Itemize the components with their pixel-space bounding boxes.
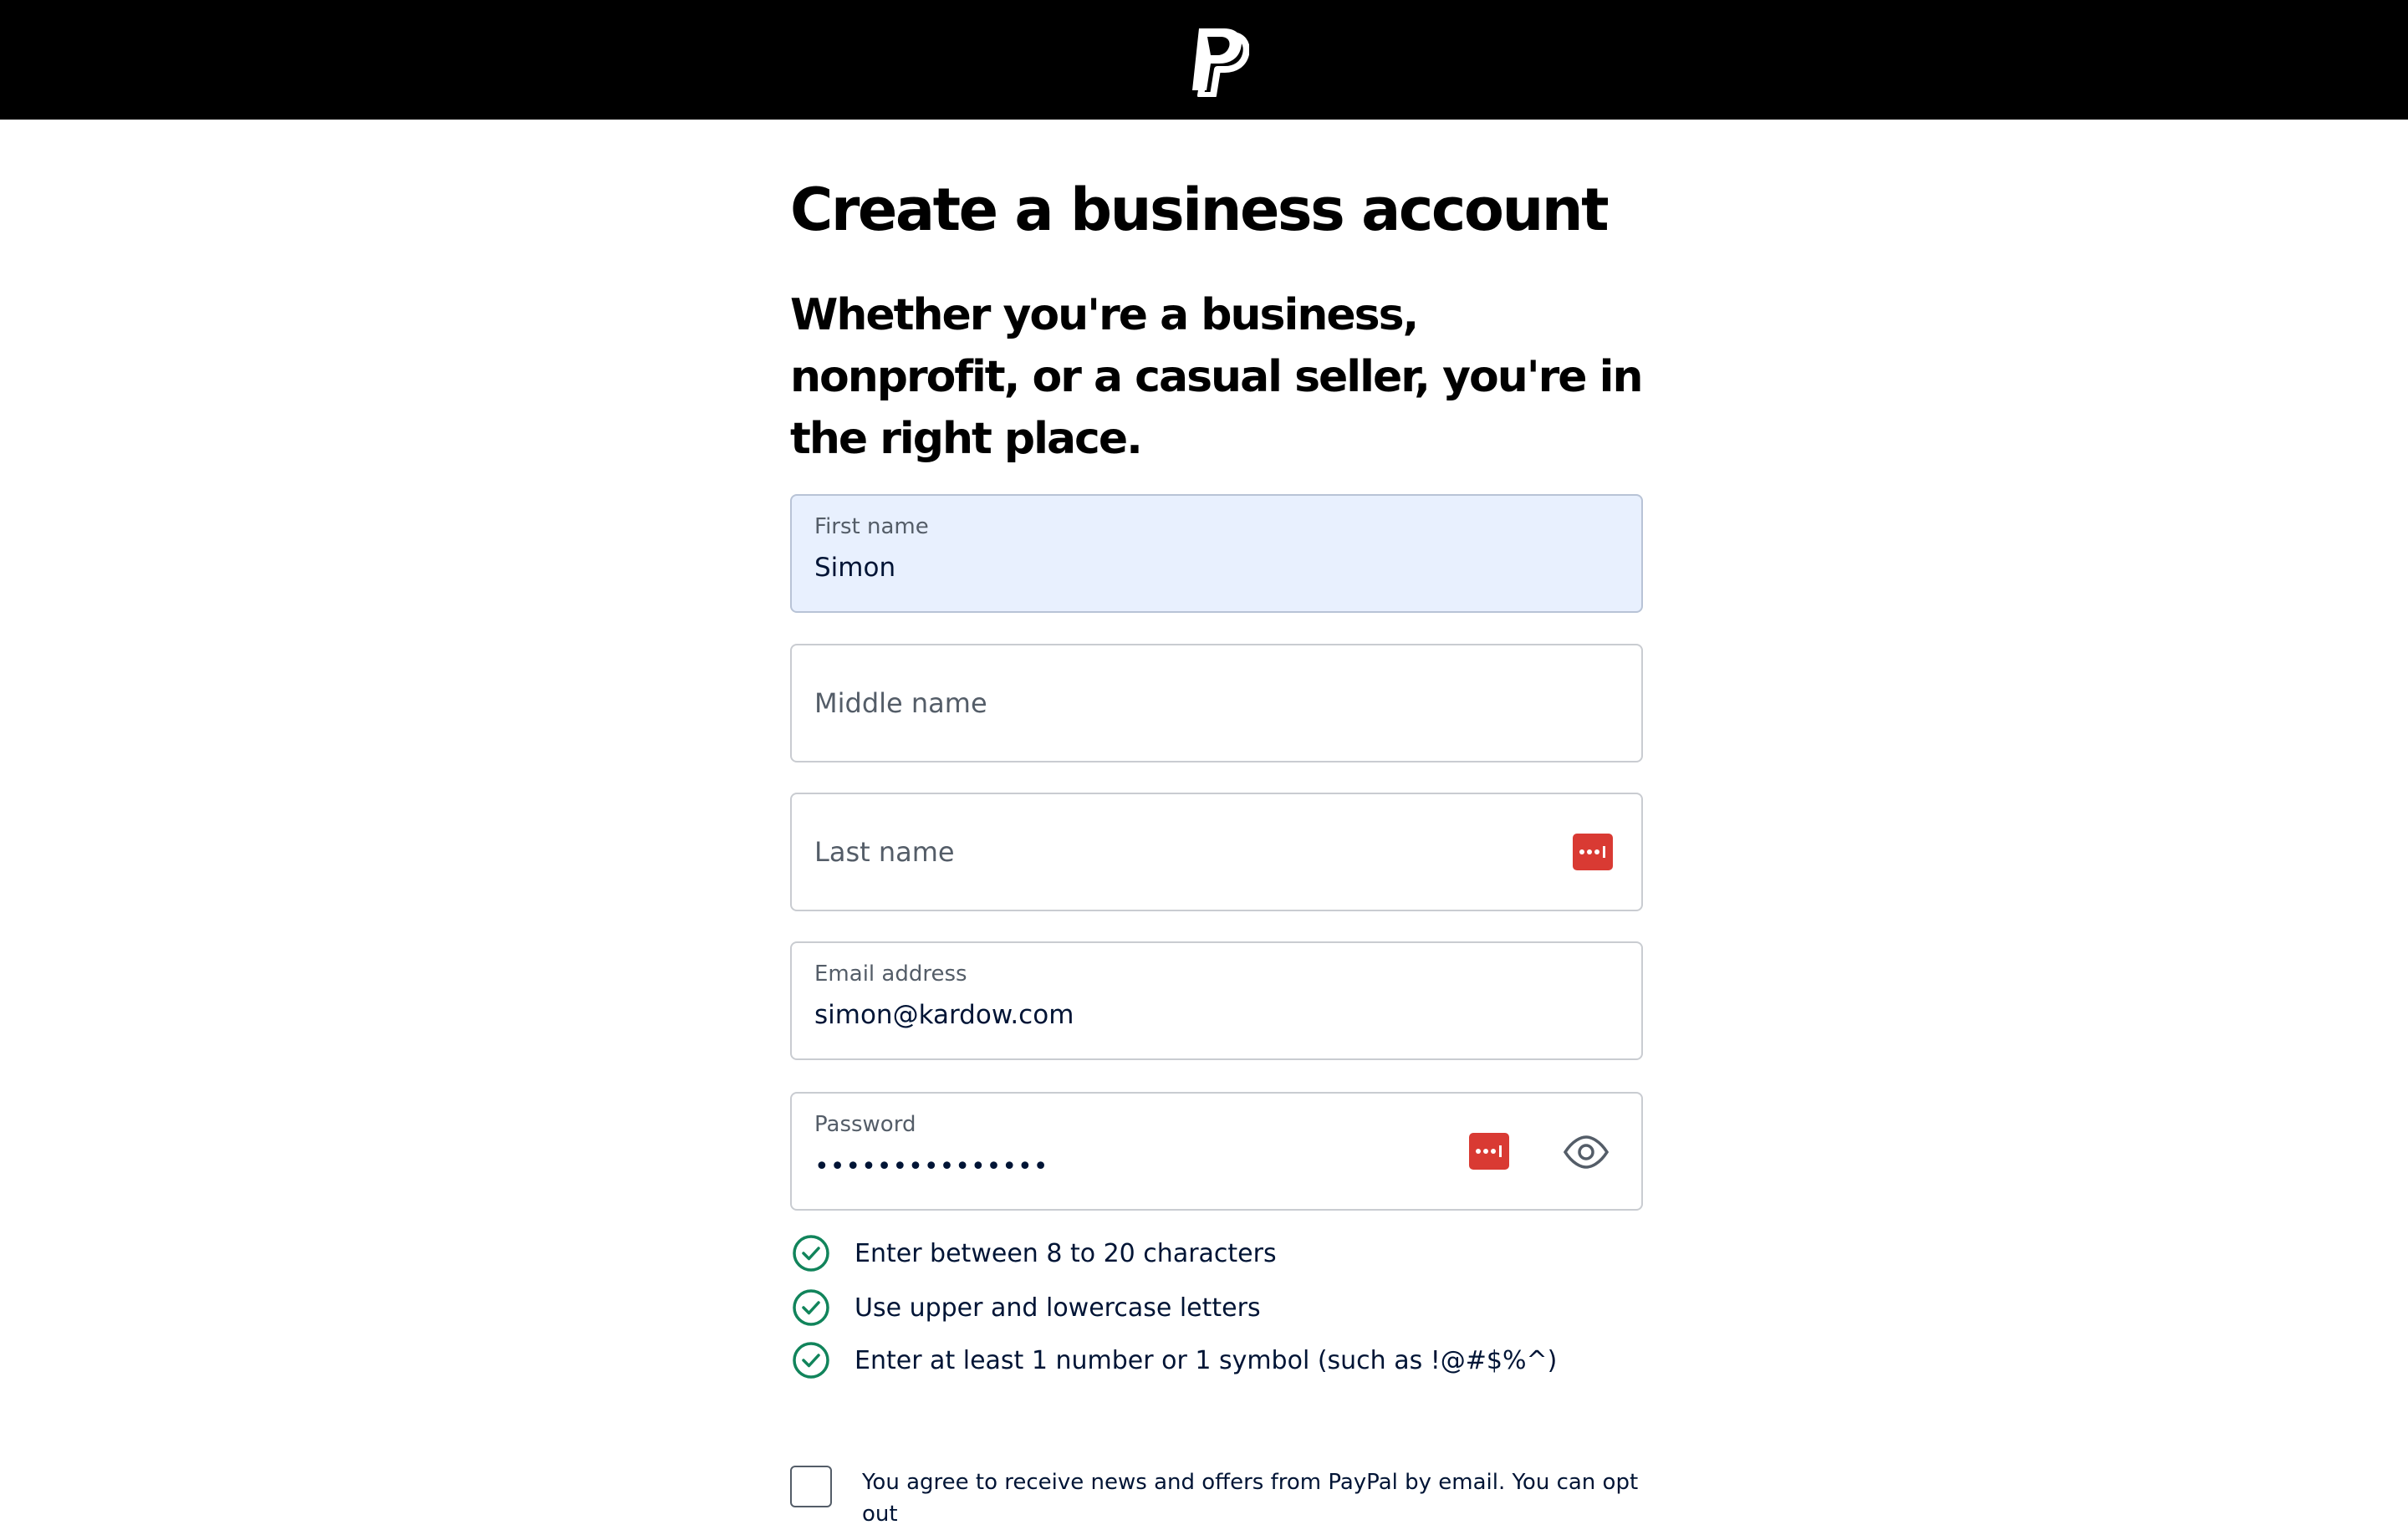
first-name-label: First name xyxy=(814,514,929,539)
show-password-eye-icon[interactable] xyxy=(1563,1135,1610,1169)
check-circle-icon xyxy=(792,1288,830,1327)
last-name-field[interactable] xyxy=(790,793,1643,911)
password-manager-icon[interactable] xyxy=(1469,1133,1509,1170)
requirement-text: Use upper and lowercase letters xyxy=(855,1293,1261,1323)
password-requirement xyxy=(790,1288,1643,1330)
middle-name-field[interactable] xyxy=(790,644,1643,762)
password-field[interactable] xyxy=(790,1092,1643,1211)
last-name-placeholder: Last name xyxy=(814,836,955,868)
middle-name-placeholder: Middle name xyxy=(814,687,987,719)
password-requirement xyxy=(790,1341,1643,1383)
consent-text: You agree to receive news and offers from PayPal by email. You can opt out xyxy=(862,1470,1639,1527)
first-name-field[interactable] xyxy=(790,494,1643,613)
email-value: simon@kardow.com xyxy=(814,1000,1074,1030)
header-bar xyxy=(0,0,2408,120)
check-circle-icon xyxy=(792,1341,830,1380)
check-circle-icon xyxy=(792,1234,830,1272)
password-label: Password xyxy=(814,1112,916,1137)
marketing-consent xyxy=(790,1463,1643,1527)
password-value: ••••••••••••••• xyxy=(814,1152,1049,1181)
email-label: Email address xyxy=(814,961,967,987)
first-name-value: Simon xyxy=(814,553,896,583)
page-subtitle: Whether you're a business, nonprofit, or a casual seller, you're in the right place. xyxy=(790,290,1642,464)
paypal-logo-icon[interactable] xyxy=(1187,25,1249,97)
consent-checkbox[interactable] xyxy=(790,1466,832,1507)
password-requirement xyxy=(790,1234,1643,1276)
requirement-text: Enter between 8 to 20 characters xyxy=(855,1239,1277,1268)
password-manager-icon[interactable] xyxy=(1573,834,1613,870)
page-title: Create a business account xyxy=(790,176,1608,244)
email-field[interactable] xyxy=(790,941,1643,1060)
requirement-text: Enter at least 1 number or 1 symbol (such as !@#$%^) xyxy=(855,1346,1558,1375)
